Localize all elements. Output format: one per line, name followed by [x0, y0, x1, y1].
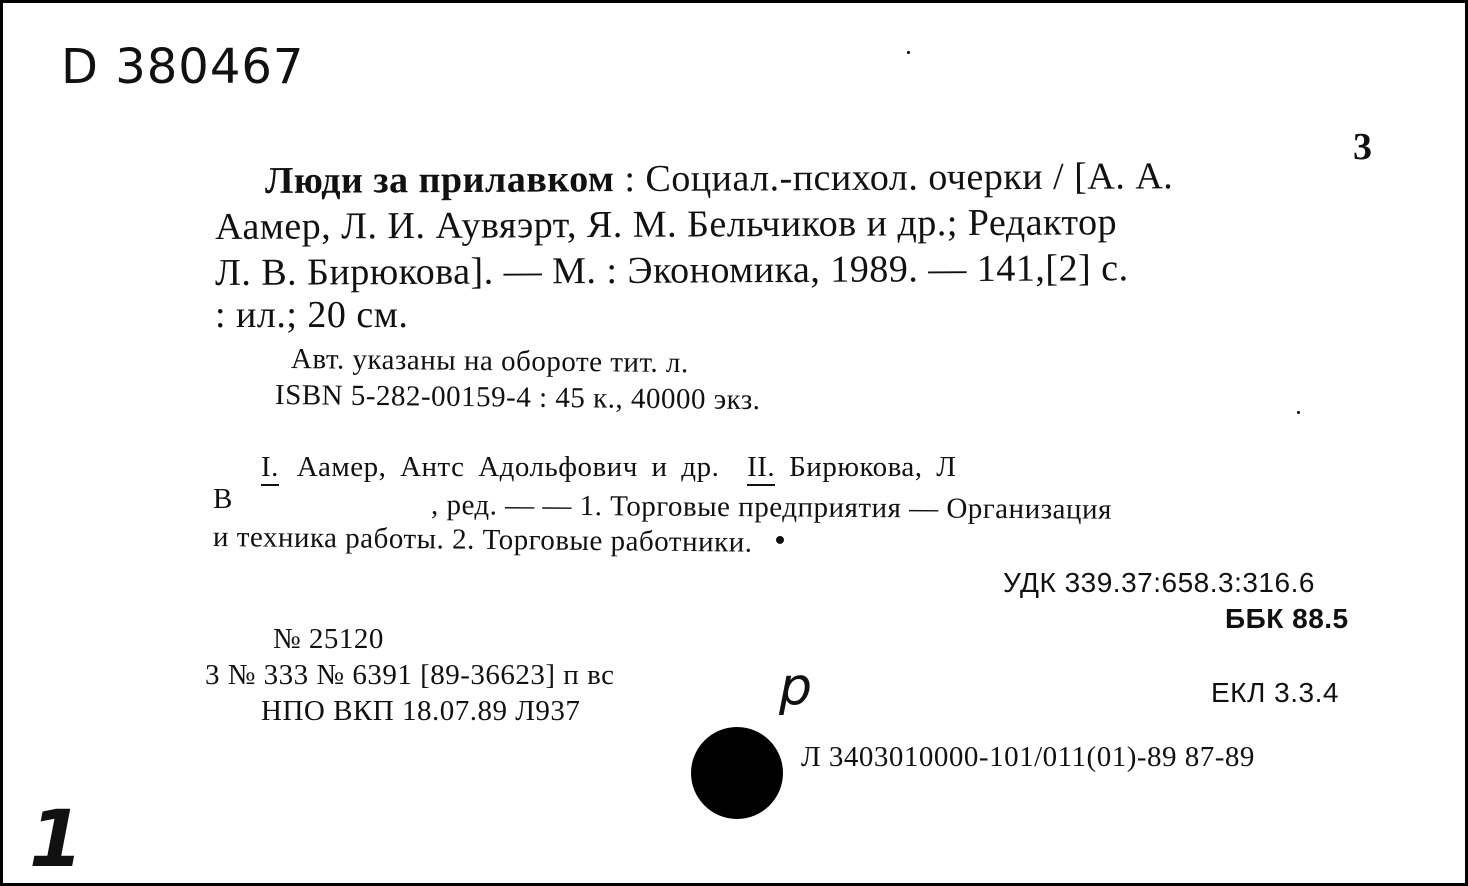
- catalog-number: D 380467: [61, 39, 305, 95]
- code-line: Л 3403010000-101/011(01)-89 87-89: [801, 741, 1255, 773]
- tracing-editor: Бирюкова, Л: [789, 451, 957, 483]
- entry-line-3: Л. В. Бирюкова]. — М. : Экономика, 1989. — 141,[2] с.: [214, 247, 1129, 294]
- tracing-line-1: [261, 451, 956, 486]
- handwritten-corner-digit: 1: [29, 795, 85, 885]
- isbn-line: ISBN 5-282-00159-4 : 45 к., 40000 экз.: [274, 379, 761, 417]
- udk-code: УДК 339.37:658.3:316.6: [1003, 567, 1315, 598]
- handwritten-p-mark: р: [779, 657, 814, 717]
- order-number: № 25120: [273, 623, 384, 655]
- bullet-mark: [776, 536, 784, 544]
- tracing-line-2-start: В: [213, 483, 233, 515]
- scan-speck: [907, 51, 910, 54]
- scan-speck: [1297, 411, 1300, 414]
- bbk-code: ББК 88.5: [1225, 603, 1349, 634]
- tracing-subjects: и техника работы. 2. Торговые работники.: [212, 521, 753, 559]
- entry-line-4: : ил.; 20 см.: [215, 294, 409, 336]
- tracing-numeral-2: II.: [747, 451, 775, 486]
- order-line-3: НПО ВКП 18.07.89 Л937: [261, 695, 581, 727]
- tracing-numeral-1: I.: [261, 451, 279, 486]
- tracing-author: Аамер, Антс Адольфович и др.: [296, 451, 720, 483]
- book-title: Люди за прилавком: [264, 158, 615, 202]
- entry-line-1: [265, 154, 1173, 203]
- ekl-code: ЕКЛ 3.3.4: [1211, 677, 1339, 708]
- punch-hole: [691, 727, 783, 819]
- entry-subtitle: : Социал.-психол. очерки / [А. А.: [614, 155, 1174, 201]
- tracing-line-2-end: , ред. — — 1. Торговые предприятия — Организация: [430, 489, 1112, 526]
- tracing-line-3: [213, 521, 785, 560]
- card-index: 3: [1353, 126, 1373, 168]
- order-line-2: 3 № 333 № 6391 [89-36623] п вс: [205, 659, 615, 691]
- authors-note: Авт. указаны на обороте тит. л.: [290, 343, 689, 380]
- entry-line-2: Аамер, Л. И. Аувяэрт, Я. М. Бельчиков и др.; Редактор: [214, 201, 1118, 248]
